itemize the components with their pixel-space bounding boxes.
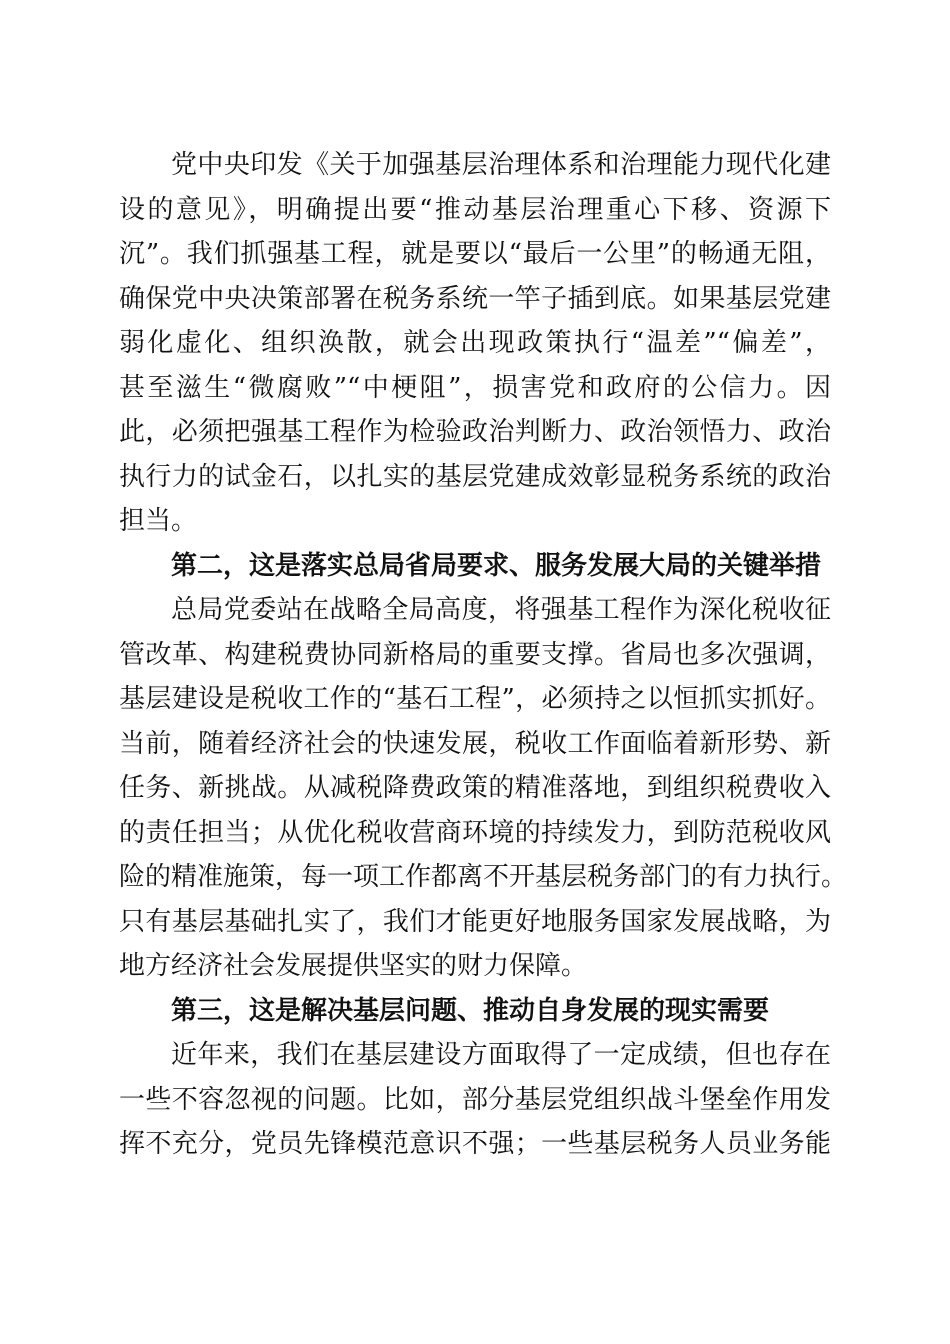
text-line: 此，必须把强基工程作为检验政治判断力、政治领悟力、政治 <box>119 417 831 447</box>
text-line: 一些不容忽视的问题。比如，部分基层党组织战斗堡垒作用发 <box>119 1084 831 1115</box>
text-line: 基层建设是税收工作的“基石工程”，必须持之以恒抓实抓好。 <box>119 684 831 714</box>
text-line: 只有基层基础扎实了，我们才能更好地服务国家发展战略，为 <box>119 906 831 937</box>
text-line: 总局党委站在战略全局高度，将强基工程作为深化税收征 <box>171 595 831 625</box>
section-heading: 第三，这是解决基层问题、推动自身发展的现实需要 <box>171 995 770 1026</box>
section-heading-3 <box>119 989 831 1034</box>
text-line: 担当。 <box>119 506 198 536</box>
text-line: 管改革、构建税费协同新格局的重要支撑。省局也多次强调， <box>119 639 831 670</box>
paragraph-2 <box>119 588 848 989</box>
text-line: 执行力的试金石，以扎实的基层党建成效彰显税务系统的政治 <box>119 461 831 492</box>
section-heading-2 <box>119 544 831 589</box>
text-line: 近年来，我们在基层建设方面取得了一定成绩，但也存在 <box>171 1040 831 1070</box>
paragraph-3 <box>119 1033 831 1167</box>
text-line: 党中央印发《关于加强基层治理体系和治理能力现代化建 <box>171 150 831 180</box>
text-line: 沉”。我们抓强基工程，就是要以“最后一公里”的畅通无阻， <box>119 239 831 269</box>
text-line: 挥不充分，党员先锋模范意识不强；一些基层税务人员业务能 <box>119 1129 831 1159</box>
text-line: 设的意见》，明确提出要“推动基层治理重心下移、资源下 <box>119 194 831 225</box>
paragraph-1 <box>119 143 831 544</box>
text-line: 的责任担当；从优化税收营商环境的持续发力，到防范税收风 <box>119 817 831 848</box>
text-line: 确保党中央决策部署在税务系统一竿子插到底。如果基层党建 <box>119 283 831 314</box>
text-line: 地方经济社会发展提供坚实的财力保障。 <box>119 951 588 981</box>
text-line: 弱化虚化、组织涣散，就会出现政策执行“温差”“偏差”， <box>119 328 831 358</box>
document-body <box>119 143 848 1167</box>
text-line: 任务、新挑战。从减税降费政策的精准落地，到组织税费收入 <box>119 773 831 803</box>
text-line: 险的精准施策，每一项工作都离不开基层税务部门的有力执行。 <box>119 862 848 892</box>
text-line: 当前，随着经济社会的快速发展，税收工作面临着新形势、新 <box>119 728 831 759</box>
text-line: 甚至滋生“微腐败”“中梗阻”，损害党和政府的公信力。因 <box>119 372 831 403</box>
section-heading: 第二，这是落实总局省局要求、服务发展大局的关键举措 <box>171 550 822 581</box>
